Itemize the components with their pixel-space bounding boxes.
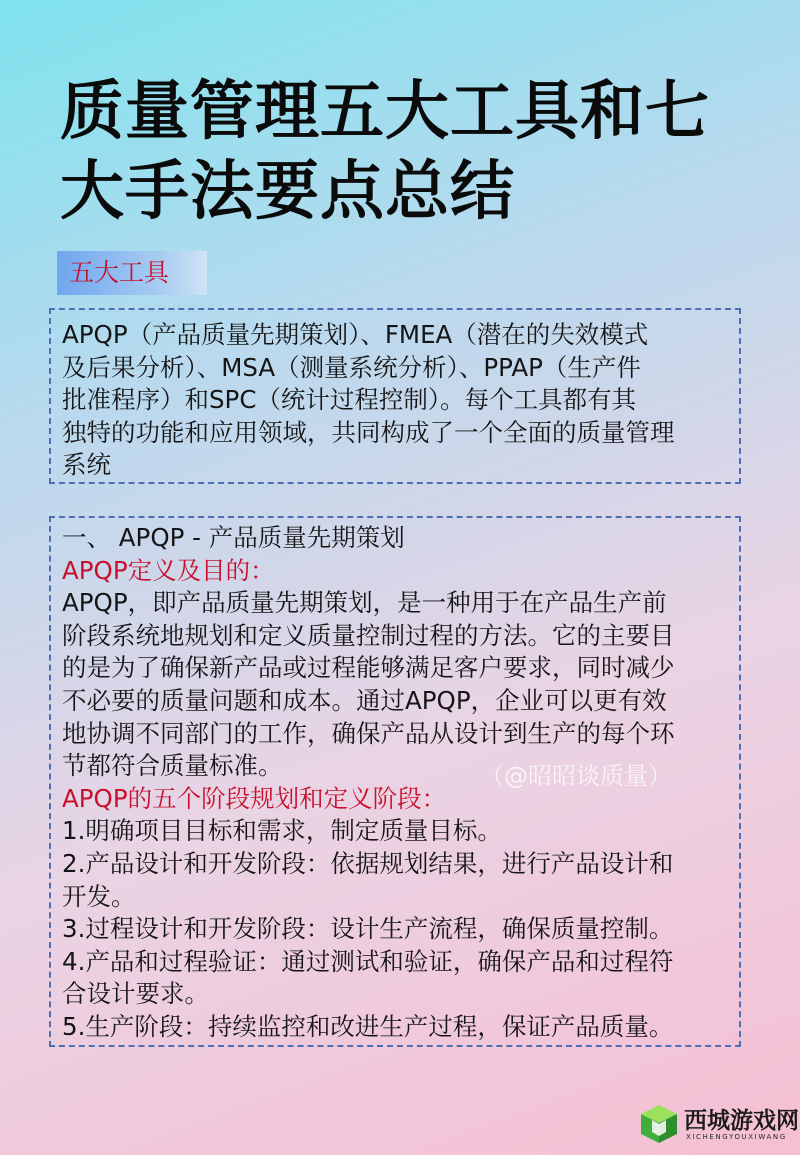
logo-name: 西城游戏网: [684, 1108, 799, 1134]
site-logo: [638, 1100, 798, 1152]
stage-item-2: 2.产品设计和开发阶段：依据规划结果，进行产品设计和 开发。: [62, 848, 674, 911]
intro-text: APQP（产品质量先期策划）、FMEA（潜在的失效模式 及后果分析）、MSA（测量系统分析）、PPAP（生产件 批准程序）和SPC（统计过程控制）。每个工具都有其 独特的功能和应用领域，共同构成了一个全面的质量管理 系统: [62, 320, 675, 480]
logo-subtitle: XICHENGYOUXIWANG: [686, 1133, 787, 1141]
section-tag: 五大工具: [57, 251, 207, 295]
page-title: [60, 72, 760, 232]
watermark: （@昭昭谈质量）: [480, 762, 672, 790]
title-line-1: 质量管理五大工具和七: [60, 75, 710, 149]
apqp-definition-text: APQP，即产品质量先期策划，是一种用于在产品生产前 阶段系统地规划和定义质量控制过程的方法。它的主要目 的是为了确保新产品或过程能够满足客户要求，同时减少 不必要的质量问题和成本。通过APQP，企业可以更有效 地协调不同部门的工作，确保产品从设计到生产的每个环 节都符合质量标准。: [62, 588, 675, 781]
stage-item-1: 1.明确项目目标和需求，制定质量目标。: [62, 816, 502, 846]
apqp-definition-title: APQP定义及目的：: [62, 555, 275, 585]
apqp-heading: 一、 APQP - 产品质量先期策划: [62, 523, 405, 552]
apqp-stages-title: APQP的五个阶段规划和定义阶段：: [62, 783, 447, 813]
stage-item-5: 5.生产阶段：持续监控和改进生产过程，保证产品质量。: [62, 1011, 674, 1041]
title-line-2: 大手法要点总结: [60, 155, 515, 229]
stage-item-4: 4.产品和过程验证：通过测试和验证，确保产品和过程符 合设计要求。: [62, 946, 674, 1009]
green-cube-logo-icon: [638, 1102, 680, 1146]
intro-box: [49, 308, 741, 484]
stage-item-3: 3.过程设计和开发阶段：设计生产流程，确保质量控制。: [62, 914, 674, 944]
